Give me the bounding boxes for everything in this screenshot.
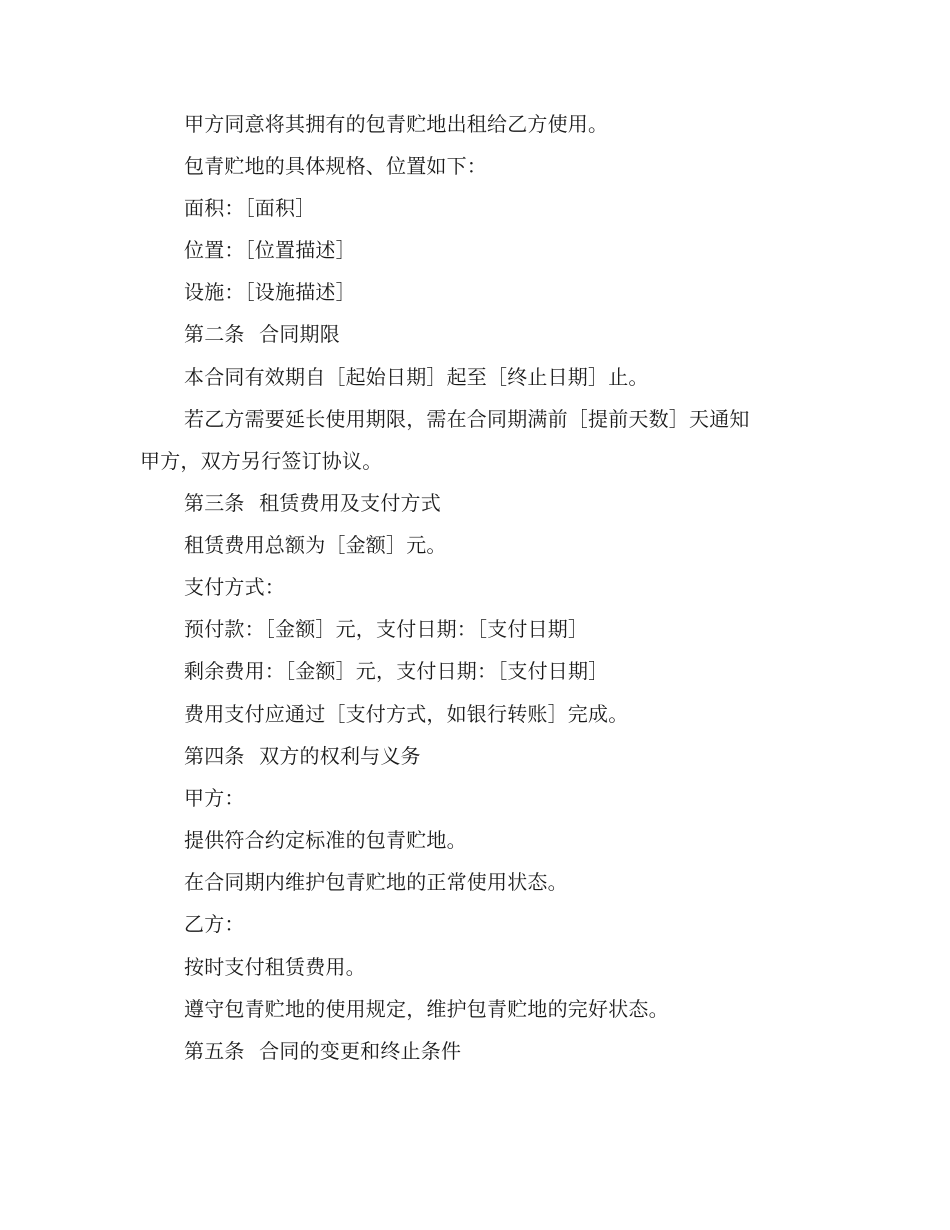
section-heading-term: 第二条 合同期限	[184, 322, 340, 346]
paragraph-prepayment: 预付款：［金额］元，支付日期：［支付日期］	[184, 617, 589, 641]
section-heading-rights: 第四条 双方的权利与义务	[184, 744, 421, 768]
party-b-duty-1: 按时支付租赁费用。	[184, 955, 366, 979]
party-b-label: 乙方：	[184, 912, 245, 936]
paragraph-extension-line-2: 甲方，双方另行签订协议。	[140, 449, 383, 473]
paragraph-payment-channel: 费用支付应通过［支付方式，如银行转账］完成。	[184, 702, 629, 726]
paragraph-extension-line-1: 若乙方需要延长使用期限，需在合同期满前［提前天数］天通知	[184, 407, 750, 431]
party-a-label: 甲方：	[184, 786, 245, 810]
paragraph-validity: 本合同有效期自［起始日期］起至［终止日期］止。	[184, 365, 649, 389]
party-b-duty-2: 遵守包青贮地的使用规定，维护包青贮地的完好状态。	[184, 997, 669, 1021]
paragraph-facilities: 设施：［设施描述］	[184, 280, 356, 304]
section-heading-change-termination: 第五条 合同的变更和终止条件	[184, 1039, 462, 1063]
paragraph-lease-agreement: 甲方同意将其拥有的包青贮地出租给乙方使用。	[184, 112, 609, 136]
party-a-duty-2: 在合同期内维护包青贮地的正常使用状态。	[184, 870, 568, 894]
paragraph-payment-method-label: 支付方式：	[184, 575, 285, 599]
paragraph-specs-intro: 包青贮地的具体规格、位置如下：	[184, 154, 487, 178]
paragraph-location: 位置：［位置描述］	[184, 238, 356, 262]
party-a-duty-1: 提供符合约定标准的包青贮地。	[184, 828, 467, 852]
paragraph-area: 面积：［面积］	[184, 196, 316, 220]
paragraph-total-fee: 租赁费用总额为［金额］元。	[184, 533, 447, 557]
paragraph-remaining-fee: 剩余费用：［金额］元，支付日期：［支付日期］	[184, 659, 609, 683]
section-heading-fees: 第三条 租赁费用及支付方式	[184, 491, 441, 515]
